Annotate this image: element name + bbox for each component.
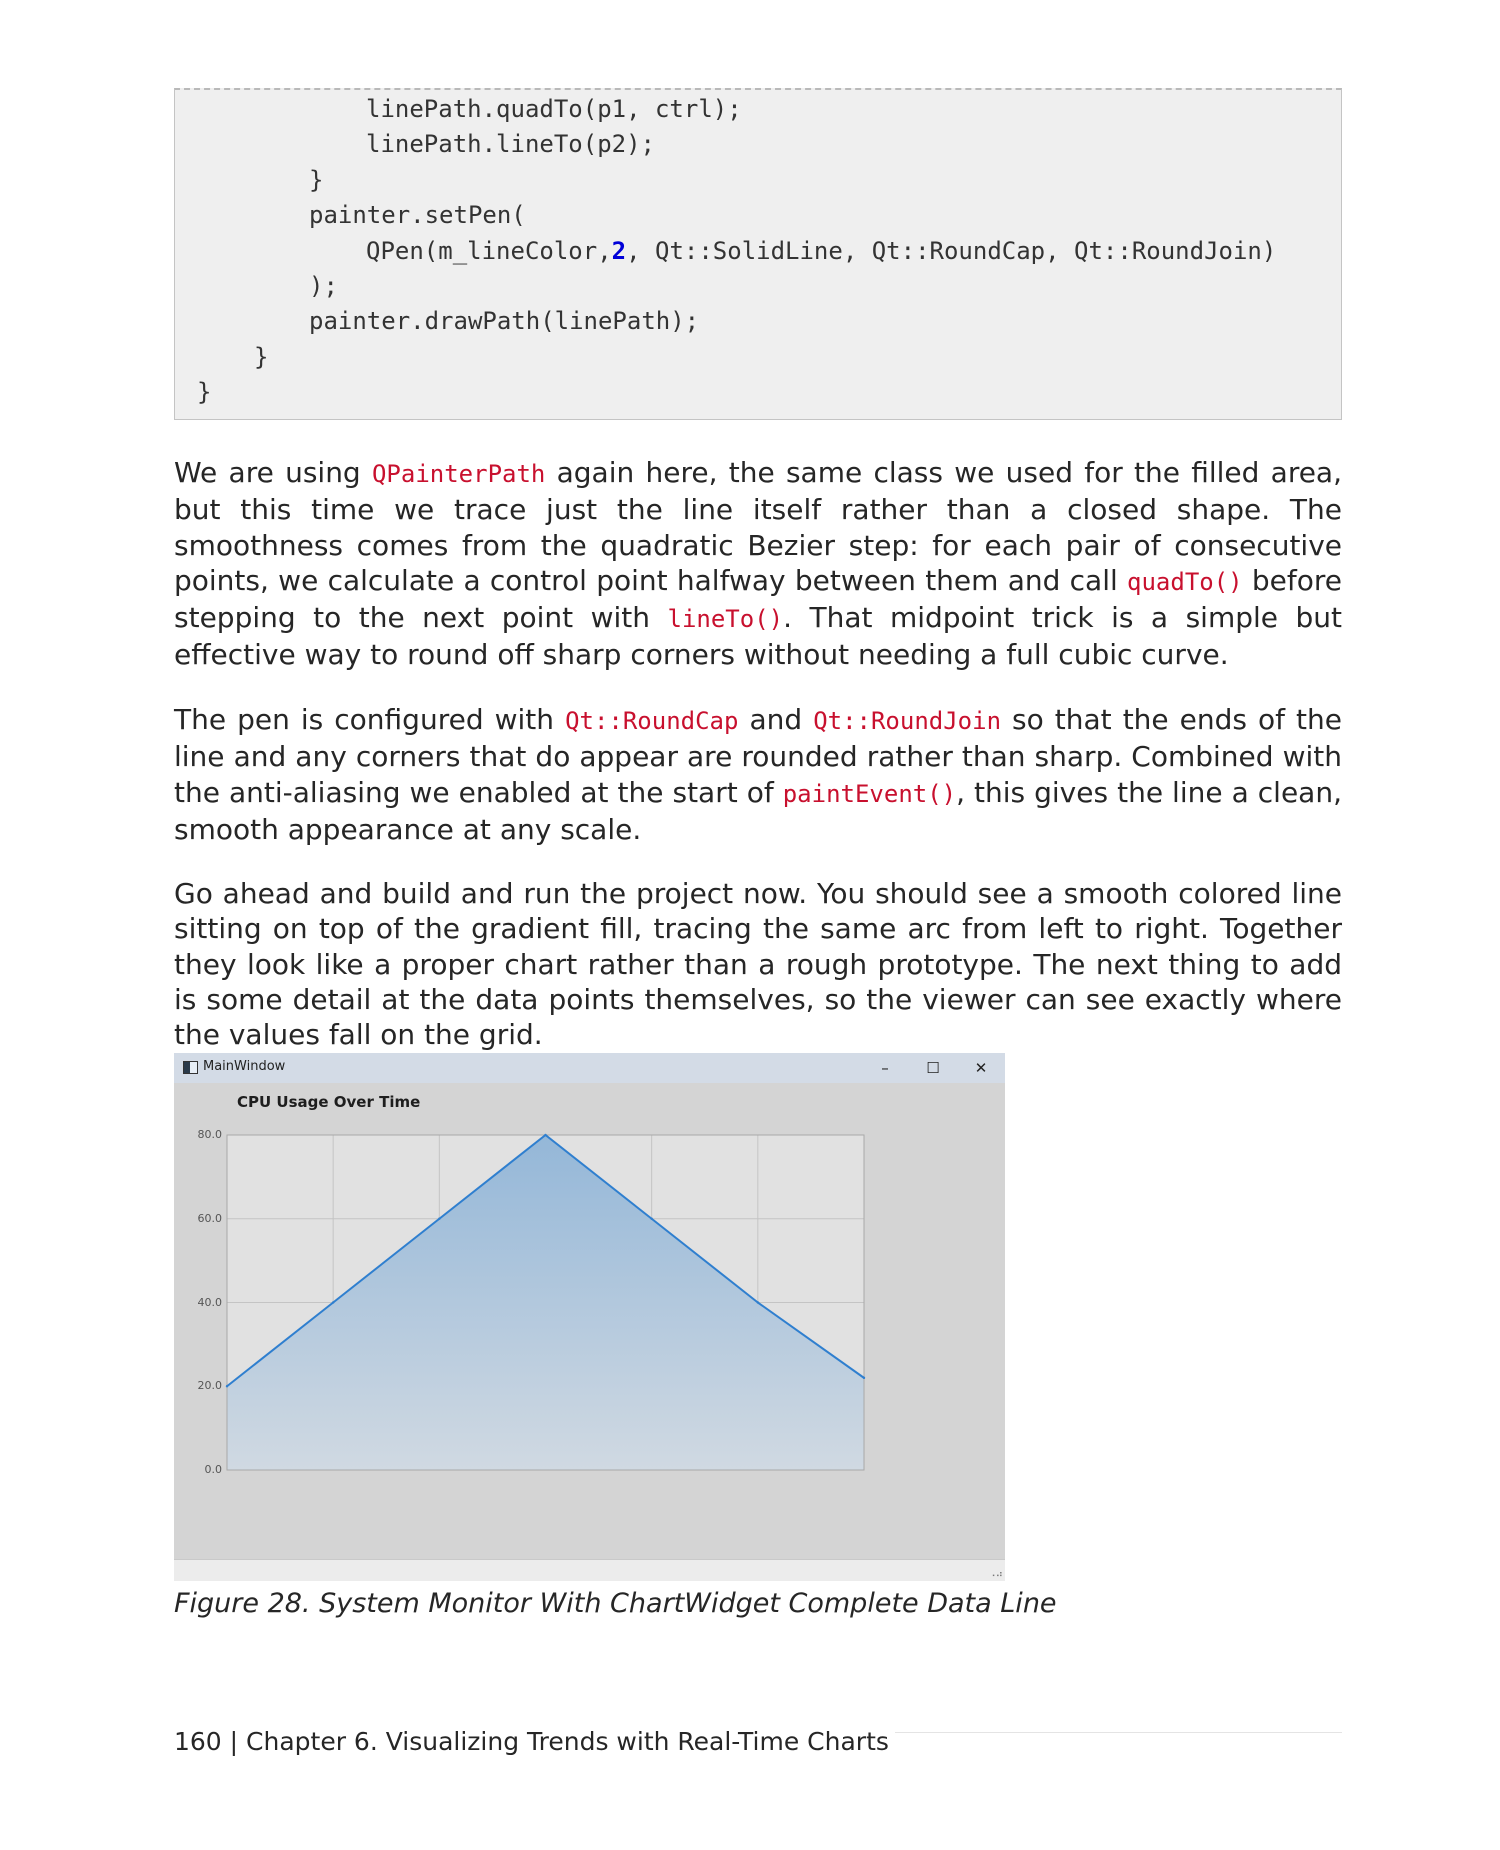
app-window-screenshot [174,1053,1005,1581]
paragraph-text: so that the ends of the line and any corners that do appear are rounded rather than sharp. Combined with the anti-aliasing we enabled at the start of [174,703,1342,809]
body-paragraph: Go ahead and build and run the project now. You should see a smooth colored line sitting on top of the gradient fill, tracing the same arc from left to right. Together they look like a proper chart rather than a rough prototype. The next thing to add is some detail at the data points themselves, so the viewer can see exactly where the values fall on the grid. [174,877,1342,1052]
data-point [863,1377,865,1379]
code-line: } [309,166,324,194]
y-tick-label: 80.0 [197,1128,222,1141]
close-button[interactable]: ✕ [974,1059,988,1077]
data-point [544,1134,546,1136]
data-point [332,1301,334,1303]
status-bar [174,1559,1005,1581]
data-point [650,1218,652,1220]
page-footer: 160 | Chapter 6. Visualizing Trends with Real-Time Charts [174,1727,895,1756]
body-paragraph [174,455,1342,673]
code-line: linePath.lineTo(p2); [366,130,655,158]
cpu-usage-chart [174,1053,1005,1581]
inline-code: Qt::RoundCap [565,707,739,735]
paragraph-text: The pen is configured with [174,703,566,736]
paragraph-text: . That midpoint trick is a simple but effective way to round off sharp corners without needing a full cubic curve. [174,601,1342,672]
resize-grip-icon[interactable]: ⠠⠴ [988,1569,1003,1580]
paragraph-text: again here, the same class we used for the filled area, but this time we trace just the line itself rather than a closed shape. The smoothness comes from the quadratic Bezier step: for each pair of consecutive points, we calculate a control point halfway between them and call [174,456,1342,597]
y-tick-label: 60.0 [197,1211,222,1225]
code-line: ); [309,272,338,300]
inline-code: QPainterPath [371,460,546,488]
code-line [366,234,1276,268]
code-block [174,88,1342,420]
code-line: linePath.quadTo(p1, ctrl); [366,95,742,123]
data-point [757,1301,759,1303]
maximize-button[interactable]: ☐ [926,1059,940,1077]
y-tick-label: 20.0 [197,1379,222,1393]
data-point [438,1218,440,1220]
inline-code: quadTo() [1127,567,1243,596]
paragraph-text: , this gives the line a clean, smooth appearance at any scale. [174,775,1342,846]
code-line: } [197,378,212,406]
figure-caption: Figure 28. System Monitor With ChartWidget Complete Data Line [174,1588,1057,1619]
paragraph-text: We are using [174,456,372,489]
code-token: , Qt::SolidLine, Qt::RoundCap, Qt::RoundJoin) [626,237,1277,265]
window-title: MainWindow [203,1059,286,1074]
paragraph-text: before stepping to the next point with [174,563,1343,635]
code-line: } [254,343,269,371]
code-line: painter.drawPath(linePath); [309,307,700,335]
chart-title: CPU Usage Over Time [237,1093,421,1111]
inline-code: paintEvent() [782,779,957,808]
code-number: 2 [611,237,627,265]
inline-code: lineTo() [667,605,784,634]
paragraph-text: and [738,703,814,736]
data-point [226,1385,228,1387]
y-tick-label: 0.0 [204,1463,222,1476]
inline-code: Qt::RoundJoin [813,707,1002,735]
code-token: QPen(m_lineColor, [366,237,612,265]
code-line: painter.setPen( [309,201,526,229]
minimize-button[interactable]: – [881,1059,889,1077]
y-tick-label: 40.0 [197,1295,222,1309]
body-paragraph [174,702,1342,847]
